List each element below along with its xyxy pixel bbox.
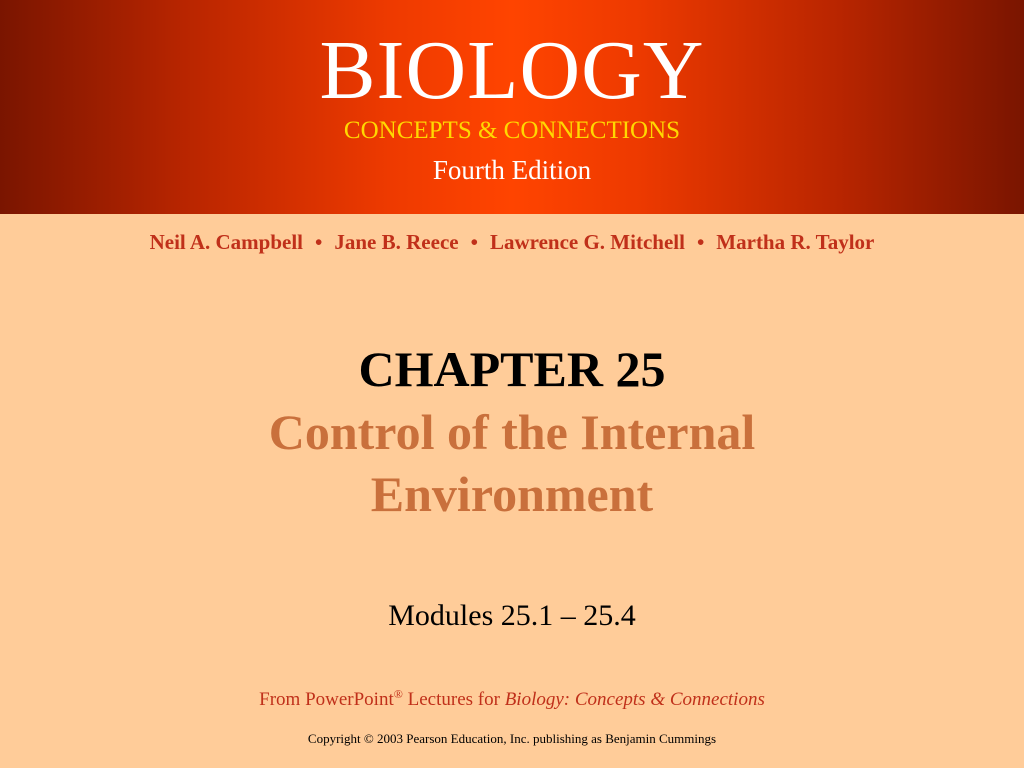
chapter-title [0, 401, 1024, 525]
author-separator: • [696, 230, 705, 254]
source-book-title: Biology: Concepts & Connections [504, 689, 765, 710]
modules-range: Modules 25.1 – 25.4 [388, 599, 636, 632]
book-title: BIOLOGY [319, 24, 705, 117]
source-prefix: From PowerPoint [259, 689, 394, 710]
book-edition: Fourth Edition [432, 155, 592, 185]
source-middle: Lectures for [402, 689, 505, 710]
source-credit [0, 687, 1024, 713]
title-banner [0, 0, 1024, 214]
book-subtitle: CONCEPTS & CONNECTIONS [343, 117, 681, 144]
chapter-title-line: Environment [370, 466, 654, 522]
author-list [0, 228, 1024, 256]
chapter-title-line: Control of the Internal [268, 404, 756, 460]
author-name: Martha R. Taylor [716, 230, 875, 254]
author-name: Jane B. Reece [334, 230, 459, 254]
author-name: Neil A. Campbell [149, 230, 304, 254]
author-separator: • [470, 230, 478, 254]
chapter-number: CHAPTER 25 [358, 341, 666, 397]
author-name: Lawrence G. Mitchell [489, 230, 685, 254]
copyright-notice: Copyright © 2003 Pearson Education, Inc. publishing as Benjamin Cummings [307, 731, 717, 746]
registered-mark: ® [393, 687, 403, 701]
author-separator: • [315, 230, 323, 254]
